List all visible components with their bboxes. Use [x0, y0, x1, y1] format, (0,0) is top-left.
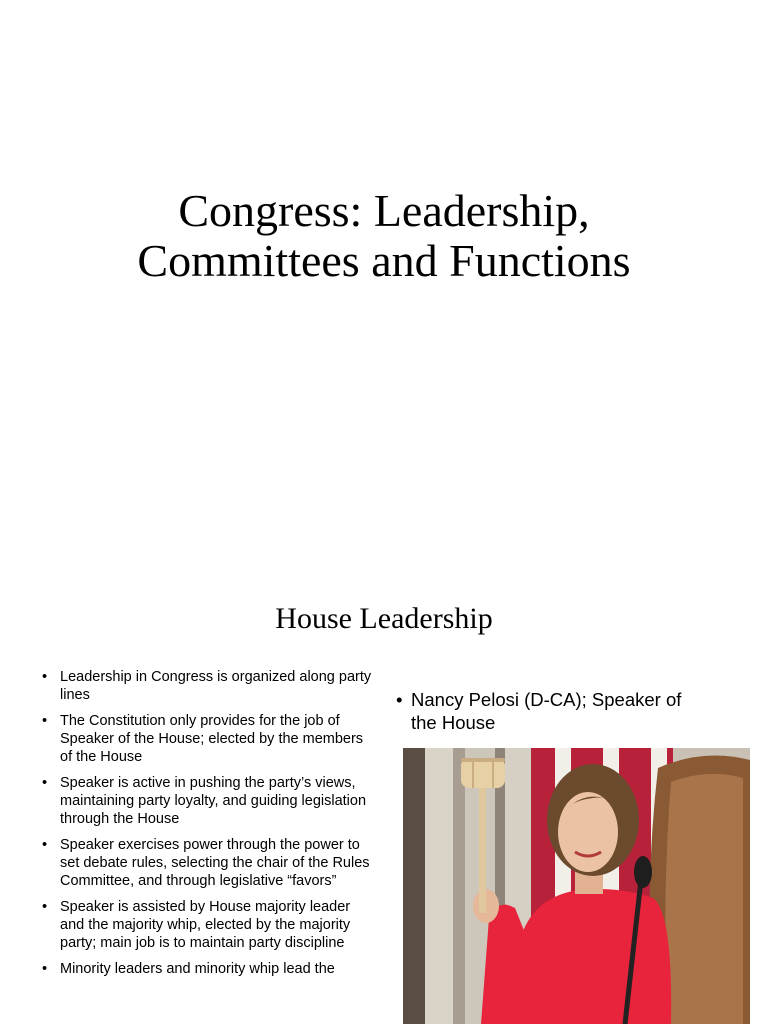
bullet-dot: •	[42, 669, 48, 685]
title-line-1: Congress: Leadership,	[178, 185, 590, 236]
slide-title-heading	[0, 186, 768, 286]
bullet-dot: •	[396, 689, 403, 710]
bullet-dot: •	[42, 961, 48, 977]
bullet-text: Leadership in Congress is organized along party lines	[60, 669, 372, 703]
bullet-text: The Constitution only provides for the job of Speaker of the House; elected by the members of the House	[60, 713, 364, 765]
bullet-item	[42, 836, 372, 890]
title-line-2: Committees and Functions	[137, 235, 631, 286]
bullet-text: Speaker is assisted by House majority leader and the majority whip, elected by the majority party; main job is to maintain party discipline	[60, 899, 351, 951]
bullet-item	[42, 898, 372, 952]
bullet-dot: •	[42, 837, 48, 853]
slide-house-leadership	[0, 576, 768, 1024]
bullet-item	[42, 668, 372, 704]
bullet-dot: •	[42, 775, 48, 791]
photo-caption-text: Nancy Pelosi (D-CA); Speaker of the House	[411, 689, 682, 733]
photo-caption-bullet	[396, 688, 711, 734]
bullet-text: Minority leaders and minority whip lead the	[60, 961, 335, 977]
bullet-item	[42, 774, 372, 828]
bullet-item	[42, 960, 372, 978]
speaker-photo-illustration	[403, 748, 750, 1024]
bullet-item	[42, 712, 372, 766]
bullet-list	[42, 668, 372, 986]
slide-heading: House Leadership	[275, 602, 493, 635]
bullet-dot: •	[42, 899, 48, 915]
bullet-text: Speaker exercises power through the power to set debate rules, selecting the chair of the Rules Committee, and through legislative “favors”	[60, 837, 370, 889]
bullet-dot: •	[42, 713, 48, 729]
speaker-photo	[403, 748, 750, 1024]
bullet-text: Speaker is active in pushing the party’s views, maintaining party loyalty, and guiding legislation through the House	[60, 775, 367, 827]
